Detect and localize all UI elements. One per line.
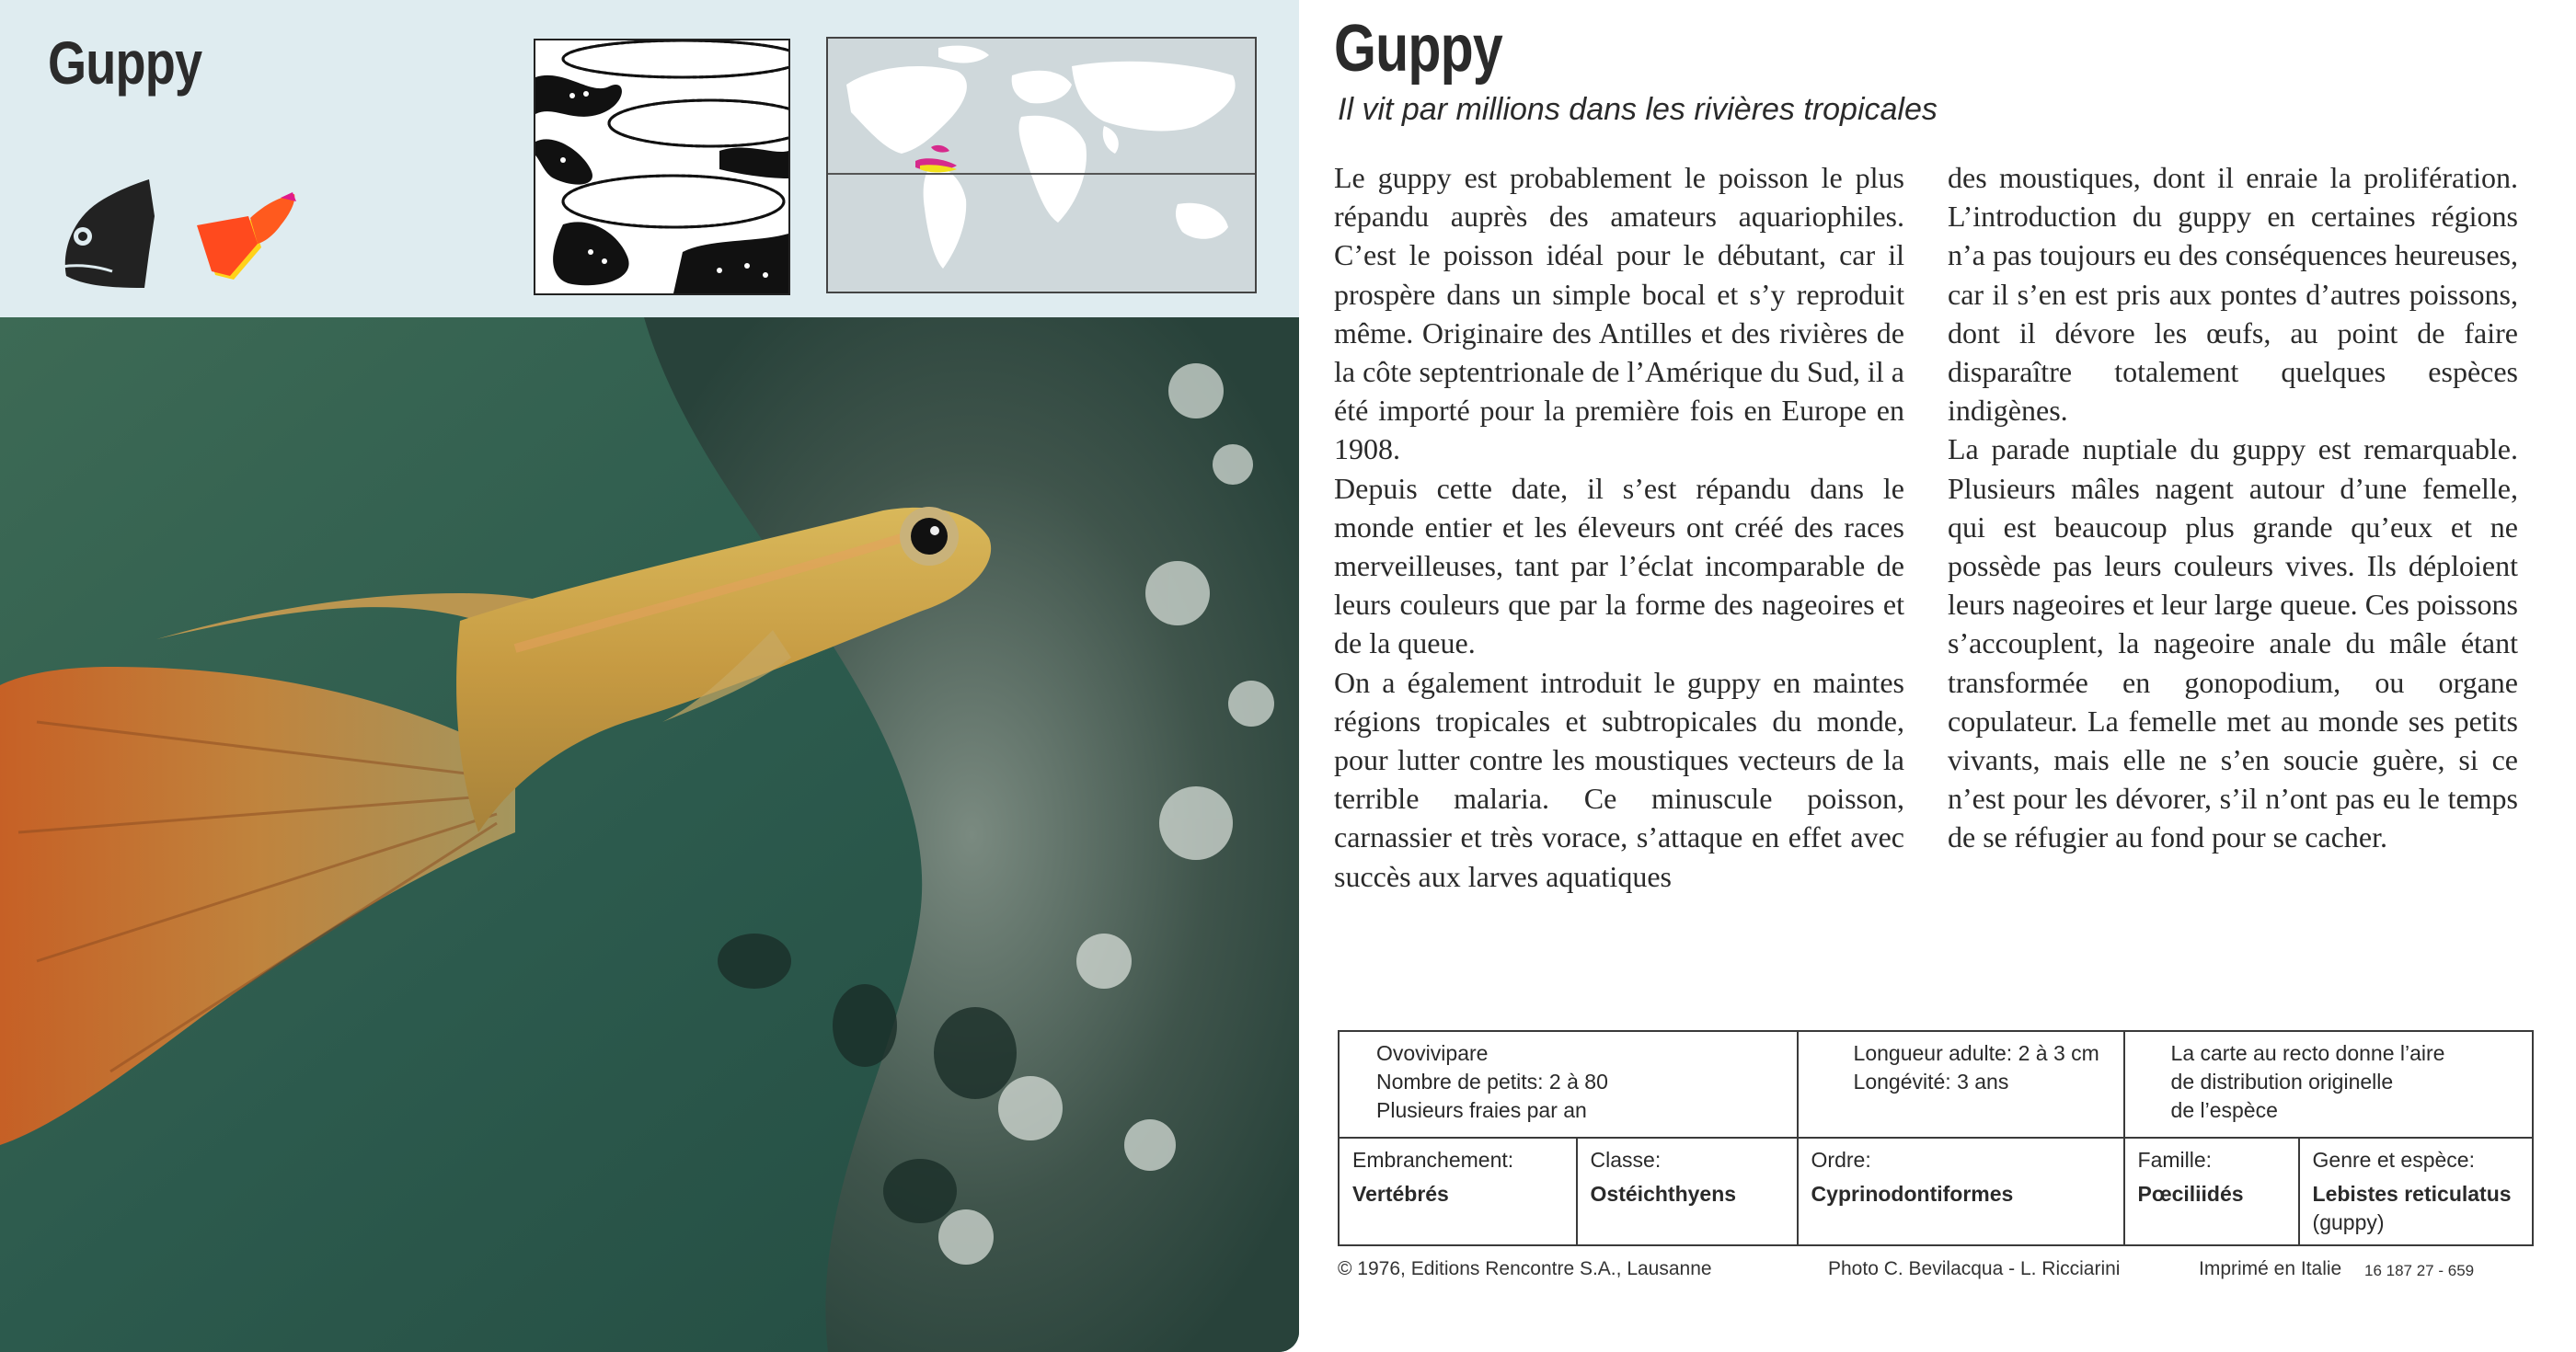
- fish-head-icon: [57, 179, 160, 290]
- repro-line: Nombre de petits: 2 à 80: [1376, 1070, 1608, 1094]
- species-title: Guppy: [1334, 12, 1502, 86]
- size-line: Longévité: 3 ans: [1853, 1070, 2009, 1094]
- paragraph: des moustiques, dont il enraie la prolifération. L’introduction du guppy en certaines régions n’a pas toujours eu des conséquences heureuses, car il s’en est pris aux pontes d’autres poissons, dont il dévore les œufs, au point de faire disparaître totalement quelques espèces indigènes.: [1948, 161, 2518, 428]
- front-header: [0, 0, 1299, 317]
- photo-credit: Photo C. Bevilacqua - L. Ricciarini: [1828, 1258, 2121, 1279]
- map-note-line: de distribution originelle: [2170, 1070, 2394, 1094]
- ordre-value: Cyprinodontiformes: [1811, 1182, 2014, 1206]
- repro-line: Plusieurs fraies par an: [1376, 1098, 1587, 1122]
- distribution-map: [826, 37, 1257, 293]
- genre-cell: [2299, 1138, 2533, 1245]
- copyright: © 1976, Editions Rencontre S.A., Lausanne: [1338, 1258, 1712, 1279]
- famille-label: Famille:: [2137, 1148, 2213, 1172]
- map-note-cell: [2124, 1031, 2533, 1138]
- famille-cell: [2124, 1138, 2299, 1245]
- genre-value: Lebistes reticulatus: [2312, 1182, 2512, 1206]
- species-subtitle: Il vit par millions dans les rivières tropicales: [1338, 92, 1938, 127]
- back-card: [1299, 0, 2576, 1352]
- size-line: Longueur adulte: 2 à 3 cm: [1853, 1041, 2099, 1065]
- paragraph: On a également introduit le guppy en maintes régions tropicales et subtropicales du monde, pour lutter contre les moustiques vecteurs de la terrible malaria. Ce minuscule poisson, carnassier et très vorace, s’attaque en effet avec succès aux larves aquatiques: [1334, 665, 1904, 893]
- repro-line: Ovovivipare: [1376, 1041, 1489, 1065]
- classe-value: Ostéichthyens: [1590, 1182, 1737, 1206]
- embranchement-value: Vertébrés: [1352, 1182, 1449, 1206]
- ordre-cell: [1798, 1138, 2124, 1245]
- embranchement-cell: [1339, 1138, 1577, 1245]
- embranchement-label: Embranchement:: [1352, 1148, 1514, 1172]
- fact-row: [1339, 1031, 2533, 1138]
- ordre-label: Ordre:: [1811, 1148, 1871, 1172]
- paragraph: Depuis cette date, il s’est répandu dans le monde entier et les éleveurs ont créé des races merveilleuses, tant par l’éclat incomparable de leurs couleurs que par la forme des nageoires et de la queue.: [1334, 471, 1904, 660]
- guppy-photo: [0, 317, 1299, 1352]
- map-note-line: de l’espèce: [2170, 1098, 2278, 1122]
- size-cell: [1798, 1031, 2124, 1138]
- fact-table: [1338, 1030, 2534, 1246]
- genre-label: Genre et espèce:: [2312, 1148, 2475, 1172]
- text-column-right: [1948, 158, 2518, 857]
- reproduction-cell: [1339, 1031, 1798, 1138]
- print-location: Imprimé en Italie: [2199, 1258, 2342, 1279]
- text-column-left: [1334, 158, 1904, 896]
- card-code: 16 187 27 - 659: [2364, 1262, 2475, 1279]
- front-title: Guppy: [48, 29, 202, 97]
- map-note-line: La carte au recto donne l’aire: [2170, 1041, 2445, 1065]
- famille-value: Pœciliidés: [2137, 1182, 2244, 1206]
- common-name: (guppy): [2312, 1210, 2385, 1234]
- paragraph: La parade nuptiale du guppy est remarquable. Plusieurs mâles nagent autour d’une femelle, qui est beaucoup plus grande qu’eux et ne possède pas leurs couleurs vives. Ils déploient leurs nageoires et leur large queue. Ces poissons s’accouplent, la nageoire anale du mâle étant transformée en gonopodium, ou organe copulateur. La femelle met au monde ses petits vivants, mais elle ne s’en soucie guère, si ce n’est pour les dévorer, s’il n’ont pas eu le temps de se réfugier au fond pour se cacher.: [1948, 432, 2518, 854]
- classification-row: [1339, 1138, 2533, 1245]
- paragraph: Le guppy est probablement le poisson le plus répandu auprès des amateurs aquariophiles. C’est le poisson idéal pour le débutant, car il prospère dans un simple bocal et s’y reproduit même. Originaire des Antilles et des rivières de la côte septentrionale de l’Amérique du Sud, il a été importé pour la première fois en Europe en 1908.: [1334, 161, 1904, 466]
- guppy-silhouette-icon: [193, 189, 304, 281]
- habitat-illustration: [534, 39, 790, 295]
- classe-cell: [1577, 1138, 1798, 1245]
- classe-label: Classe:: [1590, 1148, 1662, 1172]
